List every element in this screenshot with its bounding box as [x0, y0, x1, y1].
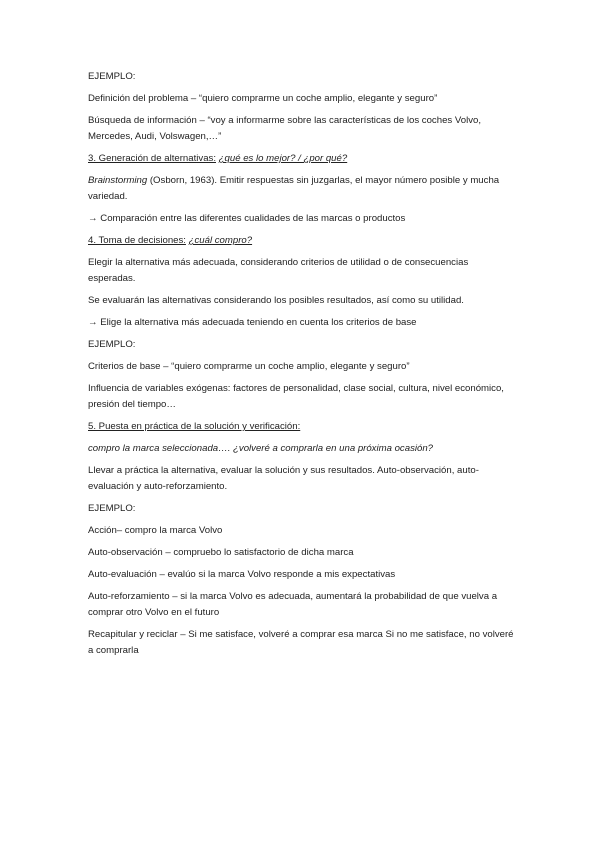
- section-5-title: 5. Puesta en práctica de la solución y verificación:: [88, 421, 301, 432]
- section-3-question: ¿qué es lo mejor? / ¿por qué?: [218, 153, 348, 164]
- action-line: Acción– compro la marca Volvo: [88, 525, 223, 536]
- section-5-question: compro la marca seleccionada…. ¿volveré a comprarla en una próxima ocasión?: [88, 443, 434, 454]
- choose-alternative: Elegir la alternativa más adecuada, considerando criterios de utilidad o de consecuencias esperadas.: [88, 257, 469, 284]
- self-observation-line: Auto-observación – compruebo lo satisfactorio de dicha marca: [88, 547, 354, 558]
- brainstorming-term: Brainstorming: [88, 175, 148, 186]
- implementation-paragraph: Llevar a práctica la alternativa, evaluar la solución y sus resultados. Auto-observación, auto-evaluación y auto-reforzamiento.: [88, 465, 479, 492]
- recap-line: Recapitular y reciclar – Si me satisface, volveré a comprar esa marca Si no me satisface, no volveré a comprarla: [88, 629, 514, 656]
- document-body: [88, 69, 518, 665]
- information-search: Búsqueda de información – “voy a informarme sobre las características de los coches Volvo, Mercedes, Audi, Volswagen,…”: [88, 115, 482, 142]
- brainstorming-paragraph: [88, 173, 518, 205]
- brainstorming-text: (Osborn, 1963). Emitir respuestas sin juzgarlas, el mayor número posible y mucha variedad.: [88, 175, 500, 202]
- comparison-note: → Comparación entre las diferentes cualidades de las marcas o productos: [88, 213, 406, 224]
- example-label-1: EJEMPLO:: [88, 71, 136, 82]
- section-5-heading: [88, 419, 518, 435]
- exogenous-variables: Influencia de variables exógenas: factores de personalidad, clase social, cultura, nivel económico, presión del tiempo…: [88, 383, 504, 410]
- criteria-note: → Elige la alternativa más adecuada teniendo en cuenta los criterios de base: [88, 317, 417, 328]
- example-label-2: EJEMPLO:: [88, 339, 136, 350]
- problem-definition: Definición del problema – “quiero comprarme un coche amplio, elegante y seguro”: [88, 93, 438, 104]
- evaluate-alternatives: Se evaluarán las alternativas considerando los posibles resultados, así como su utilidad.: [88, 295, 464, 306]
- section-3-title: 3. Generación de alternativas:: [88, 153, 216, 164]
- section-4-heading: [88, 233, 518, 249]
- self-evaluation-line: Auto-evaluación – evalúo si la marca Volvo responde a mis expectativas: [88, 569, 396, 580]
- section-4-title: 4. Toma de decisiones:: [88, 235, 186, 246]
- section-4-question: ¿cuál compro?: [188, 235, 253, 246]
- self-reinforcement-line: Auto-reforzamiento – si la marca Volvo es adecuada, aumentará la probabilidad de que vuelva a comprar otro Volvo en el futuro: [88, 591, 498, 618]
- example-label-3: EJEMPLO:: [88, 503, 136, 514]
- base-criteria: Criterios de base – “quiero comprarme un coche amplio, elegante y seguro”: [88, 361, 410, 372]
- section-3-heading: [88, 151, 518, 167]
